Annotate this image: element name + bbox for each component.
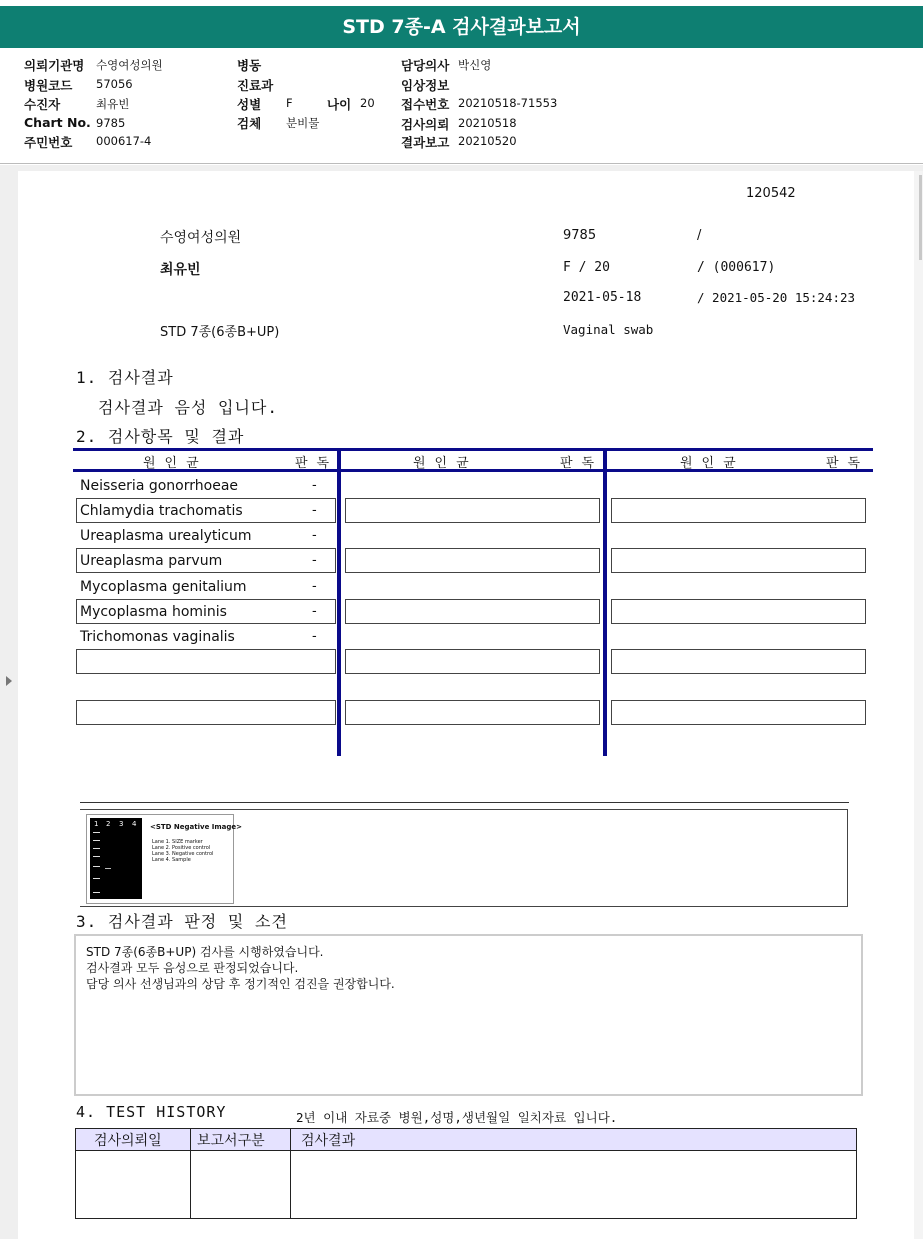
- requester-label: 의뢰기관명: [24, 58, 85, 73]
- row-box: [611, 498, 866, 523]
- row-box: [611, 700, 866, 725]
- row-box: [611, 649, 866, 674]
- history-table: [75, 1128, 857, 1219]
- specimen-label: 검체: [237, 116, 262, 131]
- column-divider: [603, 448, 607, 756]
- gel-lane-label: 3: [119, 820, 124, 828]
- specimen-value: 분비물: [286, 116, 320, 130]
- organism-name: Ureaplasma parvum: [80, 553, 223, 569]
- comment-box: [74, 934, 863, 1096]
- clinical-label: 임상정보: [401, 78, 450, 93]
- sex-value: F: [286, 96, 293, 110]
- section3-heading: 3. 검사결과 판정 및 소견: [76, 912, 288, 931]
- request-value: 20210518: [458, 116, 517, 130]
- gel-lane-label: 4: [132, 820, 137, 828]
- organism-result: -: [312, 579, 317, 594]
- section2-heading: 2. 검사항목 및 결과: [76, 427, 245, 446]
- expand-arrow-icon[interactable]: [6, 676, 12, 686]
- patient-label: 수진자: [24, 97, 61, 112]
- clinic-name: 수영여성의원: [160, 230, 242, 246]
- section1-text: 검사결과 음성 입니다.: [98, 398, 279, 417]
- report-label: 결과보고: [401, 135, 450, 150]
- report-value: 20210520: [458, 134, 517, 148]
- organism-result: -: [312, 604, 317, 619]
- gel-legend-item: Lane 1. SIZE marker: [152, 839, 203, 845]
- specimen-type: Vaginal swab: [563, 322, 654, 337]
- column-divider: [337, 448, 341, 756]
- col-header-result: 판독: [560, 456, 604, 471]
- doctor-label: 담당의사: [401, 58, 450, 73]
- row-box: [345, 700, 600, 725]
- gel-legend-item: Lane 4. Sample: [152, 857, 191, 863]
- report-number: 120542: [746, 186, 796, 201]
- comment-line: 검사결과 모두 음성으로 판정되었습니다.: [86, 961, 299, 975]
- patient-name: 최유빈: [160, 262, 201, 278]
- table-top-rule: [73, 448, 873, 451]
- history-col-header: 검사의뢰일: [76, 1129, 191, 1151]
- gel-title: <STD Negative Image>: [150, 823, 243, 831]
- organism-result: -: [312, 553, 317, 568]
- organism-name: Chlamydia trachomatis: [80, 503, 243, 519]
- gel-lane-label: 1: [94, 820, 99, 828]
- report-datetime: / 2021-05-20 15:24:23: [697, 290, 856, 305]
- history-cell: [191, 1151, 291, 1219]
- organism-result: -: [312, 478, 317, 493]
- scrollbar-thumb[interactable]: [919, 175, 922, 260]
- row-box: [345, 498, 600, 523]
- ward-label: 병동: [237, 58, 262, 73]
- dept-label: 진료과: [237, 78, 274, 93]
- gel-electrophoresis-image: [90, 818, 142, 899]
- history-note: 2년 이내 자료중 병원,성명,생년월일 일치자료 입니다.: [296, 1110, 618, 1125]
- hospital-code-label: 병원코드: [24, 78, 73, 93]
- gel-legend-item: Lane 3. Negative control: [152, 851, 214, 857]
- chart-number: 9785: [563, 228, 597, 243]
- doctor-value: 박신영: [458, 58, 492, 72]
- comment-line: 담당 의사 선생님과의 상담 후 정기적인 검진을 권장합니다.: [86, 977, 395, 991]
- section4-heading: 4. TEST HISTORY: [76, 1103, 227, 1121]
- history-cell: [291, 1151, 857, 1219]
- chart-value: 9785: [96, 116, 126, 130]
- organism-result: -: [312, 528, 317, 543]
- row-box: [345, 548, 600, 573]
- age-label: 나이: [327, 97, 352, 112]
- id-value: 000617-4: [96, 134, 152, 148]
- history-col-header: 보고서구분: [191, 1129, 291, 1151]
- divider-rule: [80, 802, 849, 803]
- col-header-pathogen: 원인균: [413, 456, 478, 471]
- row-box: [76, 649, 336, 674]
- test-name: STD 7종(6종B+UP): [160, 325, 280, 340]
- patient-header: [0, 48, 923, 164]
- organism-name: Neisseria gonorrhoeae: [80, 478, 239, 494]
- age-value: 20: [360, 96, 375, 110]
- row-box: [345, 649, 600, 674]
- gel-legend-item: Lane 2. Positive control: [152, 845, 211, 851]
- row-box: [345, 599, 600, 624]
- request-date: 2021-05-18: [563, 290, 642, 305]
- col-header-pathogen: 원인균: [143, 456, 208, 471]
- organism-name: Mycoplasma hominis: [80, 604, 227, 620]
- col-header-pathogen: 원인균: [680, 456, 745, 471]
- chart-label: Chart No.: [24, 115, 91, 130]
- id-short: / (000617): [697, 260, 776, 275]
- slash-separator: /: [697, 228, 702, 243]
- row-box: [611, 548, 866, 573]
- organism-name: Trichomonas vaginalis: [80, 629, 235, 645]
- organism-name: Ureaplasma urealyticum: [80, 528, 252, 544]
- organism-result: -: [312, 629, 317, 644]
- receipt-value: 20210518-71553: [458, 96, 558, 110]
- row-box: [76, 700, 336, 725]
- comment-line: STD 7종(6종B+UP) 검사를 시행하였습니다.: [86, 945, 324, 959]
- gel-legend: [152, 839, 213, 863]
- gel-lane-label: 2: [106, 820, 111, 828]
- request-label: 검사의뢰: [401, 117, 450, 132]
- organism-result: -: [312, 503, 317, 518]
- requester-value: 수영여성의원: [96, 58, 163, 72]
- history-col-header: 검사결과: [291, 1129, 857, 1151]
- hospital-code-value: 57056: [96, 77, 133, 91]
- organism-name: Mycoplasma genitalium: [80, 579, 247, 595]
- history-cell: [76, 1151, 191, 1219]
- col-header-result: 판독: [826, 456, 870, 471]
- patient-value: 최유빈: [96, 97, 130, 111]
- col-header-result: 판독: [295, 456, 339, 471]
- sex-age: F / 20: [563, 260, 610, 275]
- report-title: STD 7종-A 검사결과보고서: [0, 0, 923, 48]
- row-box: [611, 599, 866, 624]
- receipt-label: 접수번호: [401, 97, 450, 112]
- section1-heading: 1. 검사결과: [76, 368, 174, 387]
- id-label: 주민번호: [24, 135, 73, 150]
- sex-label: 성별: [237, 97, 262, 112]
- scrollbar[interactable]: [914, 171, 923, 1239]
